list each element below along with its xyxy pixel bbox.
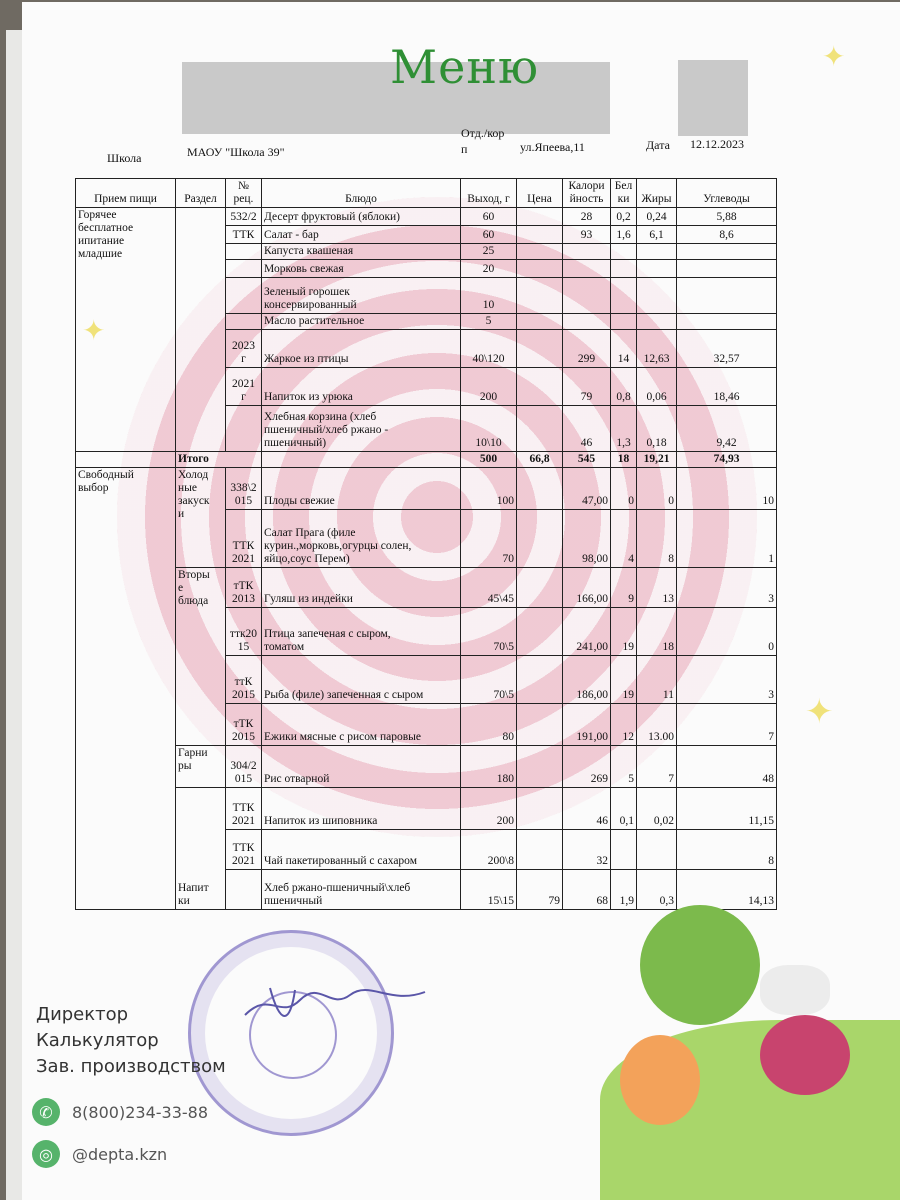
column-header: Жиры [637,179,677,208]
total-label: Итого [176,452,262,468]
dish-name: Гуляш из индейки [262,568,461,608]
carbohydrates: 7 [677,704,777,746]
recipe-number: ТТК [226,226,262,244]
school-label: Школа [107,151,142,165]
portion-output: 60 [461,226,517,244]
broccoli-icon [640,905,760,1025]
portion-output: 70 [461,510,517,568]
dish-name: Плоды свежие [262,468,461,510]
fats: 0,24 [637,208,677,226]
fats: 0,06 [637,368,677,406]
calories: 32 [563,830,611,870]
table-row [76,788,777,830]
dish-name: Рис отварной [262,746,461,788]
calories: 93 [563,226,611,244]
price [517,208,563,226]
table-cell [76,452,176,468]
portion-output: 25 [461,244,517,260]
portion-output: 45\45 [461,568,517,608]
fats: 13 [637,568,677,608]
date-value: 12.12.2023 [690,137,744,151]
fats: 8 [637,510,677,568]
instagram-contact [32,1140,167,1168]
calories: 299 [563,330,611,368]
fats: 0 [637,468,677,510]
proteins: 9 [611,568,637,608]
carbohydrates: 18,46 [677,368,777,406]
meal-type: Горячее бесплатное ипитание младшие [76,208,176,452]
portion-output: 200 [461,788,517,830]
footer-roles [36,1002,226,1080]
portion-output: 10\10 [461,406,517,452]
recipe-number: ТТК 2021 [226,830,262,870]
column-header: Прием пищи [76,179,176,208]
calories: 166,00 [563,568,611,608]
date-label: Дата [646,138,670,152]
phone-number: 8(800)234-33-88 [72,1102,209,1122]
column-header: Выход, г [461,179,517,208]
section-label: Холод ные закуск и [176,468,226,568]
recipe-number: 532/2 [226,208,262,226]
dish-name: Жаркое из птицы [262,330,461,368]
carbohydrates: 3 [677,656,777,704]
carbohydrates: 8,6 [677,226,777,244]
carbohydrates [677,278,777,314]
carbohydrates: 5,88 [677,208,777,226]
portion-output: 100 [461,468,517,510]
calories: 186,00 [563,656,611,704]
calories [563,244,611,260]
carbohydrates [677,260,777,278]
dish-name: Десерт фруктовый (яблоки) [262,208,461,226]
total-row [76,452,777,468]
instagram-icon: ◎ [32,1140,60,1168]
column-header: Углеводы [677,179,777,208]
total-price: 66,8 [517,452,563,468]
table-row [76,208,777,226]
price [517,314,563,330]
total-kcal: 545 [563,452,611,468]
dish-name: Масло растительное [262,314,461,330]
fats [637,278,677,314]
section-label: Вторы е блюда [176,568,226,746]
redacted-block [678,60,748,136]
fats: 0,02 [637,788,677,830]
portion-output: 5 [461,314,517,330]
dish-name: Ежики мясные с рисом паровые [262,704,461,746]
price [517,278,563,314]
column-header: Калори йность [563,179,611,208]
fats: 18 [637,608,677,656]
table-row [76,746,777,788]
recipe-number [226,870,262,910]
price [517,746,563,788]
dept-label: Отд./кор п [461,126,505,156]
price [517,704,563,746]
proteins: 19 [611,608,637,656]
calories: 46 [563,406,611,452]
price [517,788,563,830]
fats: 0,3 [637,870,677,910]
production-label: Зав. производством [36,1056,226,1077]
portion-output: 60 [461,208,517,226]
table-cell [262,452,461,468]
dish-name: Напиток из урюка [262,368,461,406]
price [517,406,563,452]
fats: 13.00 [637,704,677,746]
section-label: Гарни ры [176,746,226,788]
calories: 79 [563,368,611,406]
proteins: 1,9 [611,870,637,910]
calories: 46 [563,788,611,830]
carbohydrates: 3 [677,568,777,608]
school-value: МАОУ "Школа 39" [187,145,285,159]
dish-name: Салат - бар [262,226,461,244]
proteins: 0,1 [611,788,637,830]
dish-name: Хлебная корзина (хлеб пшеничный/хлеб ржано - пшеничный) [262,406,461,452]
calculator-label: Калькулятор [36,1030,159,1051]
portion-output: 200 [461,368,517,406]
recipe-number: 2021 г [226,368,262,406]
fats [637,314,677,330]
carbohydrates: 9,42 [677,406,777,452]
portion-output: 15\15 [461,870,517,910]
portion-output: 80 [461,704,517,746]
recipe-number: 338\2 015 [226,468,262,510]
column-header: Раздел [176,179,226,208]
carbohydrates: 14,13 [677,870,777,910]
portion-output: 40\120 [461,330,517,368]
calories: 98,00 [563,510,611,568]
phone-icon: ✆ [32,1098,60,1126]
price [517,568,563,608]
total-fat: 19,21 [637,452,677,468]
sparkle-icon: ✦ [82,314,106,347]
proteins [611,260,637,278]
director-label: Директор [36,1004,129,1025]
portion-output: 70\5 [461,608,517,656]
section-cell [176,208,226,452]
fats [637,830,677,870]
carbohydrates [677,244,777,260]
onion-icon [620,1035,700,1125]
calories: 269 [563,746,611,788]
portion-output: 10 [461,278,517,314]
dish-name: Напиток из шиповника [262,788,461,830]
recipe-number [226,244,262,260]
signature [240,980,430,1030]
recipe-number: 304/2 015 [226,746,262,788]
recipe-number: ТТК 2021 [226,788,262,830]
recipe-number [226,406,262,452]
proteins: 1,3 [611,406,637,452]
recipe-number [226,314,262,330]
dish-name: Зеленый горошек консервированный [262,278,461,314]
table-row [76,568,777,608]
section-label: Напит ки [176,788,226,910]
portion-output: 20 [461,260,517,278]
proteins: 0 [611,468,637,510]
fats: 11 [637,656,677,704]
beet-icon [760,1015,850,1095]
table-header-row [76,179,777,208]
dish-name: Чай пакетированный с сахаром [262,830,461,870]
recipe-number: ттк20 15 [226,608,262,656]
recipe-number: тТК 2015 [226,704,262,746]
menu-table [75,178,777,910]
dish-name: Морковь свежая [262,260,461,278]
proteins [611,278,637,314]
calories [563,260,611,278]
price [517,656,563,704]
fats [637,260,677,278]
portion-output: 70\5 [461,656,517,704]
price [517,260,563,278]
table-row [76,468,777,510]
carbohydrates: 48 [677,746,777,788]
fats: 0,18 [637,406,677,452]
calories: 241,00 [563,608,611,656]
price [517,330,563,368]
column-header: Блюдо [262,179,461,208]
sparkle-icon: ✦ [805,692,834,732]
fats: 6,1 [637,226,677,244]
recipe-number [226,278,262,314]
address: ул.Япеева,11 [520,140,585,154]
instagram-handle: @depta.kzn [72,1144,168,1164]
carbohydrates: 10 [677,468,777,510]
proteins [611,830,637,870]
price [517,368,563,406]
fats: 12,63 [637,330,677,368]
meal-type: Свободный выбор [76,468,176,910]
proteins [611,314,637,330]
phone-contact [32,1098,208,1126]
recipe-number: ттК 2015 [226,656,262,704]
portion-output: 200\8 [461,830,517,870]
recipe-number: ТТК 2021 [226,510,262,568]
dish-name: Хлеб ржано-пшеничный\хлеб пшеничный [262,870,461,910]
sparkle-icon: ✦ [822,40,846,73]
page-title: Меню [390,40,540,94]
carbohydrates [677,314,777,330]
proteins: 0,8 [611,368,637,406]
recipe-number: тТК 2013 [226,568,262,608]
carbohydrates: 32,57 [677,330,777,368]
proteins: 14 [611,330,637,368]
dish-name: Птица запеченая с сыром, томатом [262,608,461,656]
proteins: 4 [611,510,637,568]
dish-name: Салат Прага (филе курин.,морковь,огурцы солен, яйцо,соус Перем) [262,510,461,568]
carbohydrates: 8 [677,830,777,870]
proteins [611,244,637,260]
price [517,830,563,870]
carbohydrates: 0 [677,608,777,656]
price [517,226,563,244]
recipe-number: 2023 г [226,330,262,368]
price [517,468,563,510]
column-header: Цена [517,179,563,208]
calories: 28 [563,208,611,226]
dish-name: Капуста квашеная [262,244,461,260]
price [517,510,563,568]
carbohydrates: 1 [677,510,777,568]
calories: 68 [563,870,611,910]
chef-hat-icon [760,965,830,1015]
portion-output: 180 [461,746,517,788]
calories [563,278,611,314]
proteins: 0,2 [611,208,637,226]
total-out: 500 [461,452,517,468]
column-header: № рец. [226,179,262,208]
fats [637,244,677,260]
dish-name: Рыба (филе) запеченная с сыром [262,656,461,704]
total-prot: 18 [611,452,637,468]
price: 79 [517,870,563,910]
carbohydrates: 11,15 [677,788,777,830]
calories: 191,00 [563,704,611,746]
price [517,608,563,656]
column-header: Бел ки [611,179,637,208]
proteins: 12 [611,704,637,746]
recipe-number [226,260,262,278]
fats: 7 [637,746,677,788]
price [517,244,563,260]
calories [563,314,611,330]
total-carb: 74,93 [677,452,777,468]
calories: 47,00 [563,468,611,510]
proteins: 1,6 [611,226,637,244]
proteins: 19 [611,656,637,704]
proteins: 5 [611,746,637,788]
